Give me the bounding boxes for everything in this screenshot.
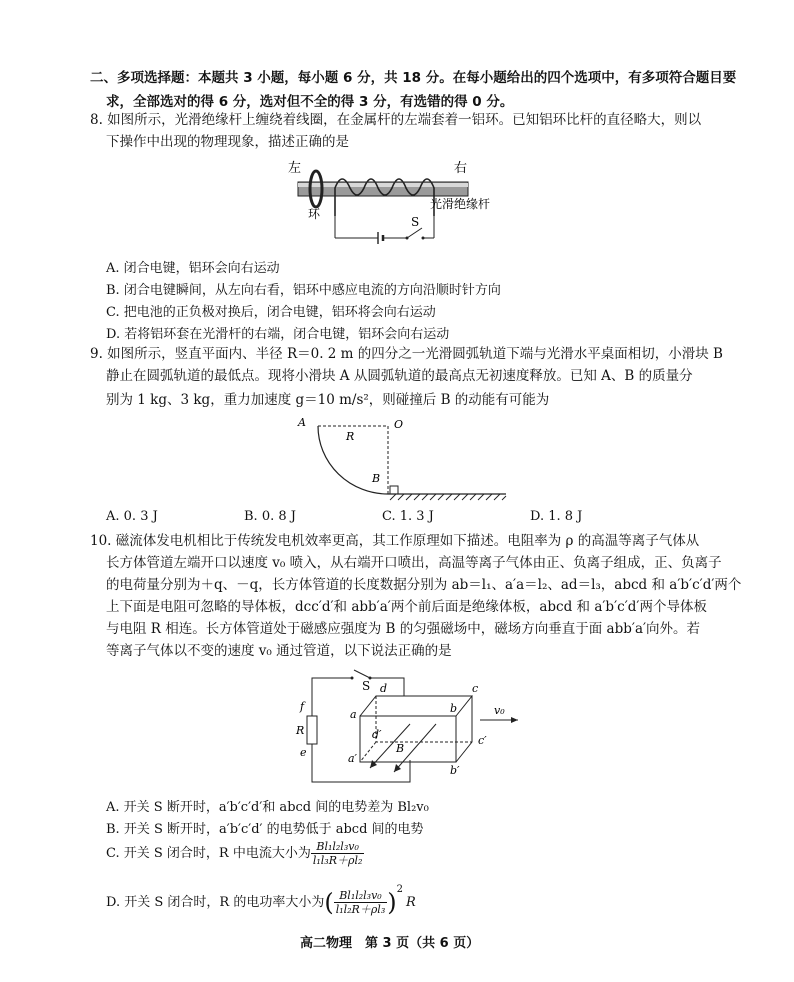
q10-label-s: S: [362, 679, 371, 693]
q10-option-d-fraction: [334, 889, 388, 916]
q8-label-switch: S: [411, 215, 420, 229]
q10-stem-line1: 10. 磁流体发电机相比于传统发电机效率更高，其工作原理如下描述。电阻率为 ρ 的高温等离子气体从: [90, 533, 700, 549]
q9-stem-line2: 静止在圆弧轨道的最低点。现将小滑块 A 从圆弧轨道的最高点无初速度释放。已知 A、B 的质量分: [106, 368, 693, 384]
q9-figure: [290, 412, 520, 502]
q10-label-v0: v₀: [494, 704, 505, 717]
q10-option-c-text: C. 开关 S 闭合时，R 中电流大小为: [106, 846, 311, 861]
q9-label-b: B: [372, 472, 381, 485]
q8-figure: [280, 152, 510, 252]
q9-block-b: [390, 486, 398, 494]
q8-option-c: C. 把电池的正负极对换后，闭合电键，铝环将会向右运动: [106, 305, 436, 320]
q9-option-b: B. 0. 8 J: [244, 509, 296, 524]
q10-option-d-exponent: 2: [396, 884, 403, 895]
q10-option-d-numerator: Bl₁l₂l₃v₀: [334, 889, 388, 903]
q10-label-d: d: [380, 682, 388, 695]
q10-figure: [290, 664, 530, 790]
q10-label-b-field: B: [396, 742, 405, 755]
q9-label-o: O: [394, 418, 404, 431]
q10-stem-line6: 等离子气体以不变的速度 v₀ 通过管道，以下说法正确的是: [106, 643, 452, 659]
section-heading-line1: 二、多项选择题：本题共 3 小题，每小题 6 分，共 18 分。在每小题给出的四个选项中，有多项符合题目要: [90, 70, 737, 86]
q10-label-cprime: c′: [478, 734, 487, 747]
q10-stem-line4: 上下面是电阻可忽略的导体板，dcc′d′和 abb′a′两个前后面是绝缘体板，abcd 和 a′b′c′d′两个导体板: [106, 599, 707, 615]
q8-label-right: 右: [454, 161, 468, 176]
q8-label-left: 左: [288, 161, 302, 176]
q8-option-d: D. 若将铝环套在光滑杆的右端，闭合电键，铝环会向右运动: [106, 327, 450, 342]
q10-stem-line5: 与电阻 R 相连。长方体管道处于磁感应强度为 B 的匀强磁场中，磁场方向垂直于面 abb′a′向外。若: [106, 621, 701, 637]
q10-label-e: e: [300, 746, 307, 759]
q8-label-rod: 光滑绝缘杆: [430, 197, 491, 211]
q10-option-d-r: R: [406, 895, 416, 910]
q10-label-r: R: [296, 724, 305, 737]
q10-stem-line3: 的电荷量分别为＋q、－q，长方体管道的长度数据分别为 ab＝l₁、a′a＝l₂、ad＝l₃，abcd 和 a′b′c′d′两个: [106, 577, 742, 593]
q10-option-c-fraction: [311, 840, 365, 867]
q8-label-ring: 环: [308, 207, 321, 221]
page-footer: 高二物理 第 3 页（共 6 页）: [300, 936, 480, 951]
q10-switch[interactable]: [354, 670, 370, 678]
q8-stem-line2: 下操作中出现的物理现象，描述正确的是: [106, 134, 349, 150]
q9-label-a: A: [298, 416, 306, 429]
q10-label-b: b: [450, 702, 458, 715]
q10-option-d-text: D. 开关 S 闭合时，R 的电功率大小为: [106, 895, 325, 910]
q10-label-f: f: [300, 700, 305, 713]
q10-label-bprime: b′: [450, 764, 460, 777]
q8-option-a: A. 闭合电键，铝环会向右运动: [106, 261, 280, 276]
q10-option-d: D. 开关 S 闭合时，R 的电功率大小为( $\frac{\text{Bl₁l₂l₃v₀}}{\text{l₁l₂R＋ρl₃}}$ )$^2$R: [106, 884, 416, 917]
q9-stem-line3: 别为 1 kg、3 kg，重力加速度 g＝10 m/s²，则碰撞后 B 的动能有可能为: [106, 392, 550, 408]
q9-option-d: D. 1. 8 J: [530, 509, 583, 524]
q8-stem-line1: 8. 如图所示，光滑绝缘杆上缠绕着线圈，在金属杆的左端套着一铝环。已知铝环比杆的直径略大，则以: [90, 112, 702, 128]
q10-option-d-denominator: l₁l₂R＋ρl₃: [335, 903, 386, 916]
q10-resistor: [307, 716, 317, 744]
q9-option-c: C. 1. 3 J: [382, 509, 434, 524]
q8-switch[interactable]: [407, 228, 422, 238]
section-heading-line2: 求，全部选对的得 6 分，选对但不全的得 3 分，有选错的得 0 分。: [106, 94, 514, 110]
q10-option-b: B. 开关 S 断开时，a′b′c′d′ 的电势低于 abcd 间的电势: [106, 822, 424, 837]
q9-label-r: R: [346, 430, 355, 443]
q9-stem-line1: 9. 如图所示，竖直平面内、半径 R＝0. 2 m 的四分之一光滑圆弧轨道下端与光滑水平桌面相切，小滑块 B: [90, 346, 723, 362]
q10-option-c: [106, 840, 364, 867]
q10-label-aprime: a′: [348, 752, 358, 765]
q10-stem-line2: 长方体管道左端开口以速度 v₀ 喷入，从右端开口喷出，高温等离子气体由正、负离子组成，正、负离子: [106, 555, 722, 571]
q9-option-a: A. 0. 3 J: [106, 509, 158, 524]
q10-option-c-denominator: l₁l₃R＋ρl₂: [312, 854, 363, 867]
q10-option-a: A. 开关 S 断开时，a′b′c′d′和 abcd 间的电势差为 Bl₂v₀: [106, 800, 429, 815]
q10-label-dprime: d′: [372, 728, 382, 741]
q10-label-c: c: [472, 682, 479, 695]
q8-option-b: B. 闭合电键瞬间，从左向右看，铝环中感应电流的方向沿顺时针方向: [106, 283, 501, 298]
q10-label-a: a: [350, 708, 357, 721]
q10-option-c-numerator: Bl₁l₂l₃v₀: [311, 840, 365, 854]
